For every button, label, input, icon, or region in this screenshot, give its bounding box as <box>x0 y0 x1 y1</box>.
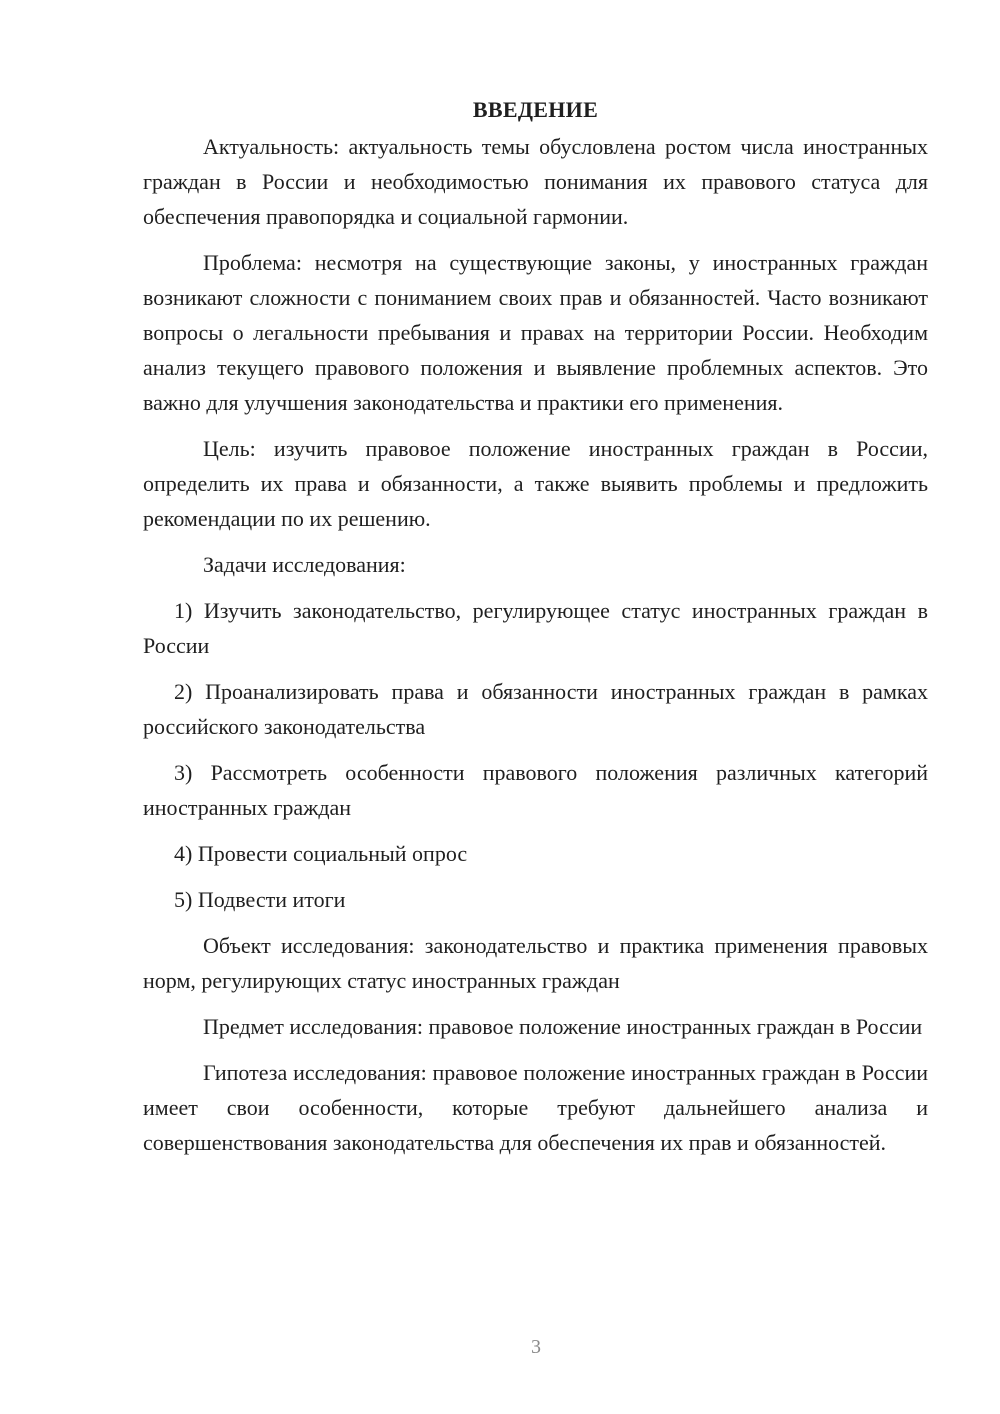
task-item-3: 3) Рассмотреть особенности правового положения различных категорий иностранных граждан <box>143 760 928 820</box>
page-number: 3 <box>531 1336 541 1358</box>
hypothesis-paragraph: Гипотеза исследования: правовое положение иностранных граждан в России имеет свои особенности, которые требуют дальнейшего анализа и совершенствования законодательства для обеспечения их прав и обязанностей. <box>143 1060 928 1155</box>
object-paragraph: Объект исследования: законодательство и практика применения правовых норм, регулирующих статус иностранных граждан <box>143 933 928 993</box>
section-heading: ВВЕДЕНИЕ <box>472 97 599 122</box>
goal-paragraph: Цель: изучить правовое положение иностранных граждан в России, определить их права и обязанности, а также выявить проблемы и предложить рекомендации по их решению. <box>143 436 928 531</box>
document-body <box>143 92 928 1171</box>
tasks-intro: Задачи исследования: <box>203 552 406 577</box>
task-item-1: 1) Изучить законодательство, регулирующее статус иностранных граждан в России <box>143 598 928 658</box>
task-item-2: 2) Проанализировать права и обязанности иностранных граждан в рамках российского законодательства <box>143 679 928 739</box>
problem-paragraph: Проблема: несмотря на существующие законы, у иностранных граждан возникают сложности с пониманием своих прав и обязанностей. Часто возникают вопросы о легальности пребывания и правах на территории России. Необходим анализ текущего правового положения и выявление проблемных аспектов. Это важно для улучшения законодательства и практики его применения. <box>143 250 928 415</box>
subject-paragraph: Предмет исследования: правовое положение иностранных граждан в России <box>203 1014 923 1039</box>
relevance-paragraph: Актуальность: актуальность темы обусловлена ростом числа иностранных граждан в России и необходимостью понимания их правового статуса для обеспечения правопорядка и социальной гармонии. <box>143 134 928 229</box>
task-item-5: 5) Подвести итоги <box>174 887 346 912</box>
task-item-4: 4) Провести социальный опрос <box>174 841 468 866</box>
